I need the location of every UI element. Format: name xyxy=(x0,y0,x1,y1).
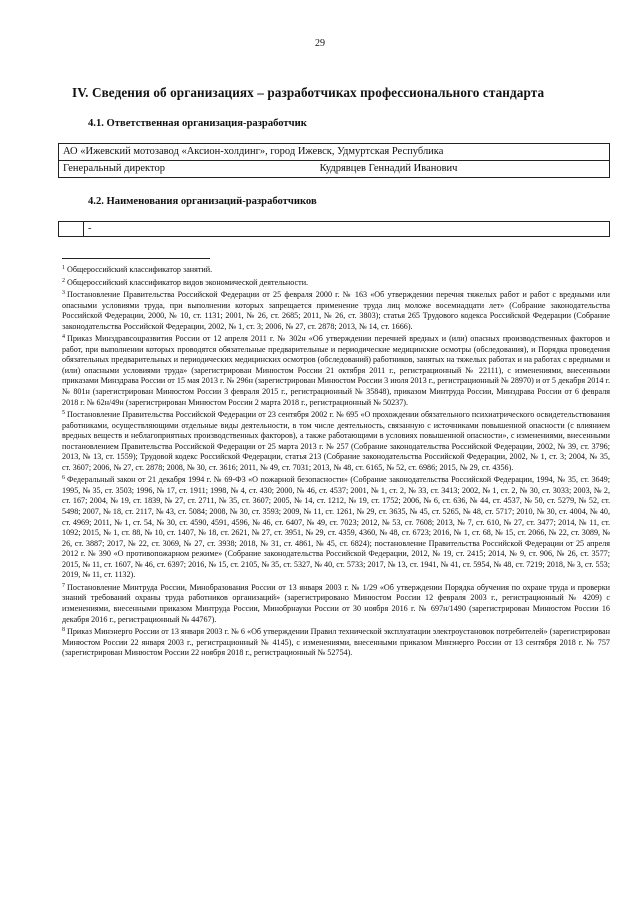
footnote-text: Приказ Минздравсоцразвития России от 12 апреля 2011 г. № 302н «Об утверждении перечней вредных и (или) опасных производственных факторов и работ, при выполнении которых проводятся обязательные предварительные и периодические медицинские осмотры (обследования), и Порядка проведения обязательных предварительных и периодических медицинских осмотров (обследований) работников, занятых на тяжелых работах и на работах с вредными и (или) опасными условиями труда» (зарегистрирован Минюстом России 21 октября 2011 г., регистрационный № 22111), с изменениями, внесенными приказами Минздрава России от 15 мая 2013 г. № 296н (зарегистрирован Минюстом России 3 июля 2013 г., регистрационный № 28970) и от 5 декабря 2014 г. № 801н (зарегистрирован Минюстом России 3 февраля 2015 г., регистрационный № 35848), приказом Минтруда России, Минздрава России от 6 февраля 2018 г. № 62н/49н (зарегистрирован Минюстом России 2 марта 2018 г., регистрационный № 50237). xyxy=(62,334,610,407)
head-position-cell: Генеральный директор xyxy=(59,161,244,178)
org-name-cell: АО «Ижевский мотозавод «Аксион-холдинг», город Ижевск, Удмуртская Республика xyxy=(59,144,610,161)
org-head-row xyxy=(59,161,610,178)
footnote xyxy=(62,473,610,580)
row-name-cell: - xyxy=(84,222,610,237)
responsible-org-heading: 4.1. Ответственная организация-разработчик xyxy=(88,118,307,129)
footnote-mark: 6 xyxy=(62,475,65,482)
developer-orgs-table xyxy=(58,221,610,237)
footnote-text: Постановление Минтруда России, Минобразования России от 13 января 2003 г. № 1/29 «Об утверждении Порядка обучения по охране труда и проверки знаний требований охраны труда работников организаций» (зарегистрировано Минюстом России 12 февраля 2003 г., регистрационный № 4209) с изменениями, внесенными приказом Минтруда России, Минобрнауки России от 30 ноября 2016 г. № 697н/1490 (зарегистрирован Минюстом России 16 декабря 2016 г., регистрационный № 44767). xyxy=(62,582,610,624)
footnote-mark: 7 xyxy=(62,582,65,589)
footnotes xyxy=(62,263,610,659)
footnote xyxy=(62,332,610,408)
org-name-row xyxy=(59,144,610,161)
table-row xyxy=(59,222,610,237)
footnote-text: Постановление Правительства Российской Федерации от 23 сентября 2002 г. № 695 «О прохождении обязательного психиатрического освидетельствования работниками, осуществляющими отдельные виды деятельности, в том числе деятельность, связанную с источниками повышенной опасности (с влиянием вредных веществ и неблагоприятных производственных факторов), а также работающими в условиях повышенной опасности», с изменениями, внесенными постановлением Правительства Российской Федерации от 25 марта 2013 г. № 257 (Собрание законодательства Российской Федерации, 2002, № 39, ст. 3796; 2013, № 13, ст. 1559); Трудовой кодекс Российской Федерации, статья 213 (Собрание законодательства Российской Федерации, 2002, № 1, ст. 3; 2004, № 35, ст. 3607; 2006, № 27, ст. 2878; 2008, № 30, ст. 3616; 2011, № 49, ст. 7031; 2013, № 48, ст. 6165, № 52, ст. 6986; 2015, № 29, ст. 4356). xyxy=(62,410,610,472)
footnote-mark: 1 xyxy=(62,265,65,271)
footnote-text: Общероссийский классификатор видов экономической деятельности. xyxy=(67,277,309,287)
footnote-divider xyxy=(62,258,210,259)
footnote xyxy=(62,263,610,276)
footnote-text: Федеральный закон от 21 декабря 1994 г. № 69-ФЗ «О пожарной безопасности» (Собрание законодательства Российской Федерации, 1994, № 35, ст. 3649; 1995, № 35, ст. 3503; 1996, № 17, ст. 1911; 1998, № 4, ст. 430; 2000, № 46, ст. 4537; 2001, № 1, ст. 2, № 33, ст. 3413; 2002, № 1, ст. 2, № 30, ст. 3033; 2003, № 2, ст. 167; 2004, № 19, ст. 1839, № 27, ст. 2711, № 35, ст. 3607; 2005, № 14, ст. 1212, № 19, ст. 1752; 2006, № 6, ст. 636, № 44, ст. 4537, № 50, ст. 5279, № 52, ст. 5498; 2007, № 18, ст. 2117, № 43, ст. 5084; 2008, № 30, ст. 3593; 2009, № 11, ст. 1261, № 29, ст. 3635, № 45, ст. 5265, № 48, ст. 5717; 2010, № 30, ст. 4004, № 40, ст. 4969; 2011, № 1, ст. 54, № 30, ст. 4590, 4591, 4596, № 46, ст. 6407, № 49, ст. 7023; 2012, № 53, ст. 7608; 2013, № 7, ст. 610, № 27, ст. 3477; 2014, № 11, ст. 1092; 2015, № 1, ст. 88, № 10, ст. 1407, № 18, ст. 2621, № 27, ст. 3951, № 29, ст. 4359, 4360, № 48, ст. 6723; 2016, № 1, ст. 68, № 15, ст. 2066, № 22, ст. 3089, № 26, ст. 3887; 2017, № 22, ст. 3069, № 27, ст. 3938; 2018, № 31, ст. 4861, № 45, ст. 6824); постановление Правительства Российской Федерации от 25 апреля 2012 г. № 390 «О противопожарном режиме» (Собрание законодательства Российской Федерации, 2012, № 19, ст. 2415; 2014, № 9, ст. 906, № 26, ст. 3577; 2015, № 11, ст. 1607, № 46, ст. 6397; 2016, № 15, ст. 2105, № 35, ст. 5327, № 40, ст. 5733; 2017, № 13, ст. 1941, № 41, ст. 5954, № 48, ст. 7219; 2018, № 3, ст. 553; 2019, № 11, ст. 1132). xyxy=(62,475,610,580)
footnote xyxy=(62,408,610,473)
footnote-mark: 8 xyxy=(62,627,65,634)
developer-orgs-heading: 4.2. Наименования организаций-разработчиков xyxy=(88,196,317,207)
footnote-mark: 5 xyxy=(62,410,65,417)
page-number: 29 xyxy=(315,38,325,49)
footnote-text: Общероссийский классификатор занятий. xyxy=(67,265,213,274)
footnote-text: Постановление Правительства Российской Федерации от 25 февраля 2000 г. № 163 «Об утверждении перечня тяжелых работ и работ с вредными или опасными условиями труда, при выполнении которых запрещается применение труда лиц моложе восемнадцати лет» (Собрание законодательства Российской Федерации, 2000, № 10, ст. 1131; 2001, № 26, ст. 2685; 2011, № 26, ст. 3803); статья 265 Трудового кодекса Российской Федерации (Собрание законодательства Российской Федерации, 2002, № 1, ст. 3; 2006, № 27, ст. 2878; 2013, № 14, ст. 1666). xyxy=(62,290,610,331)
head-person-cell: Кудрявцев Геннадий Иванович xyxy=(244,161,610,178)
footnote-mark: 4 xyxy=(62,334,65,341)
footnote-text: Приказ Минэнерго России от 13 января 2003 г. № 6 «Об утверждении Правил технической эксплуатации электроустановок потребителей» (зарегистрирован Минюстом России 22 января 2003 г., регистрационный № 4145), с изменениями, внесенными приказом Минэнерго России от 13 сентября 2018 г. № 757 (зарегистрирован Минюстом России 22 ноября 2018 г., регистрационный № 52754). xyxy=(62,627,610,658)
footnote xyxy=(62,276,610,289)
footnote-mark: 2 xyxy=(62,277,65,284)
footnote xyxy=(62,288,610,332)
responsible-org-table xyxy=(58,143,610,178)
row-number-cell xyxy=(59,222,84,237)
section-title: IV. Сведения об организациях – разработчиках профессионального стандарта xyxy=(72,85,545,100)
footnote-mark: 3 xyxy=(62,290,65,297)
footnote xyxy=(62,581,610,625)
footnote xyxy=(62,625,610,659)
